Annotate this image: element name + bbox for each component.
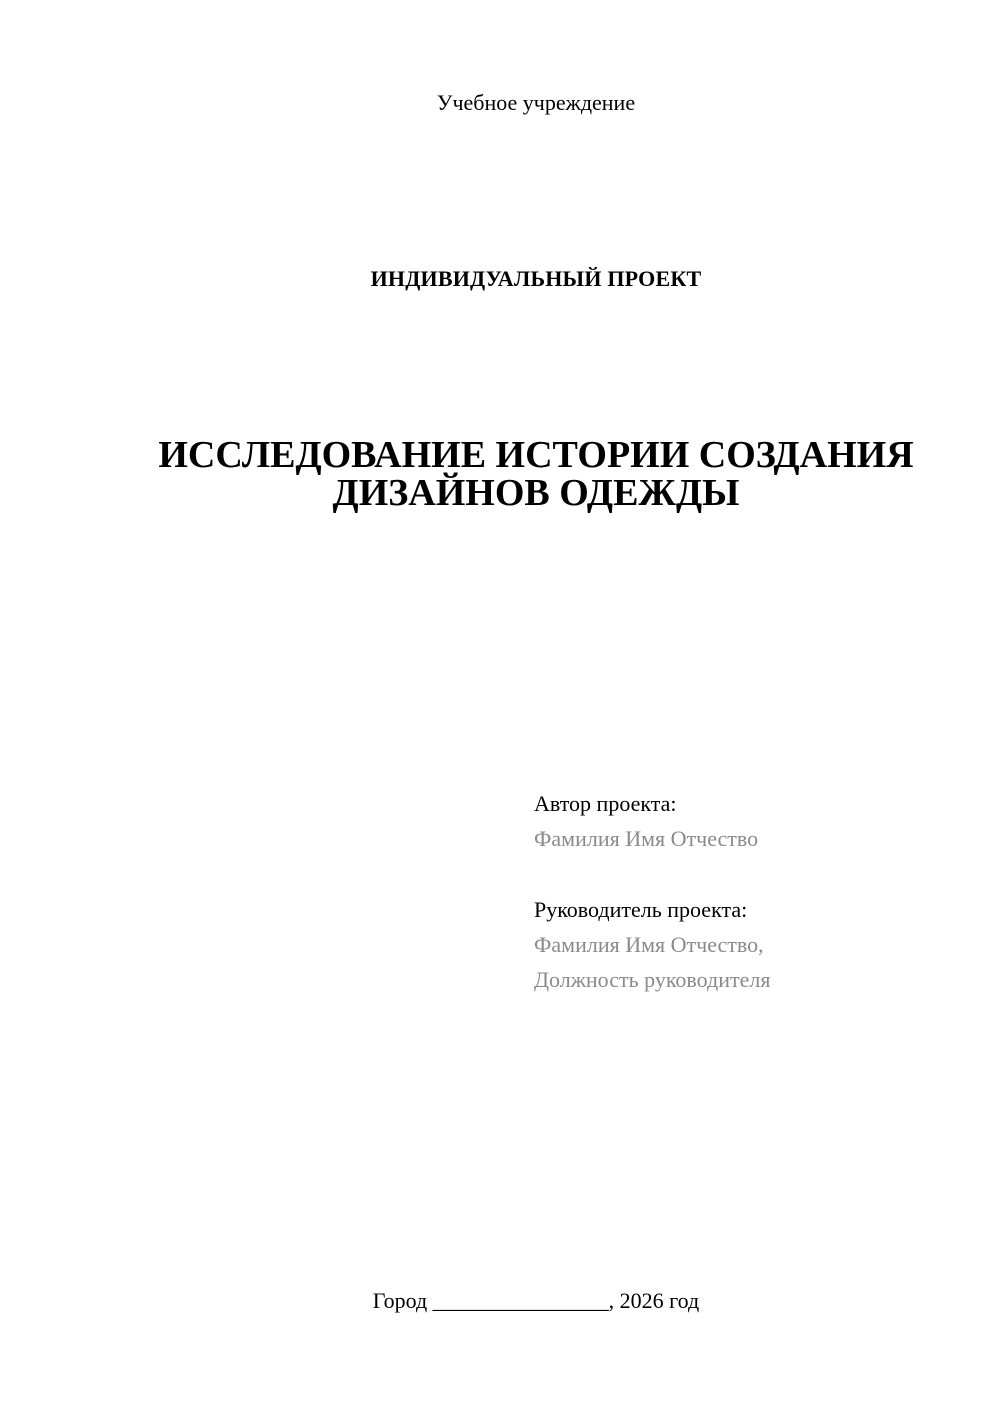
supervisor-position-placeholder: Должность руководителя [534, 967, 771, 992]
supervisor-block [534, 892, 770, 997]
city-year-line: Город ________________, 2026 год [372, 1288, 700, 1313]
author-block [534, 786, 758, 856]
project-title-line-2: ДИЗАЙНОВ ОДЕЖДЫ [332, 472, 740, 514]
author-label: Автор проекта: [534, 791, 677, 816]
supervisor-label: Руководитель проекта: [534, 897, 748, 922]
document-type: ИНДИВИДУАЛЬНЫЙ ПРОЕКТ [370, 266, 702, 291]
supervisor-name-placeholder: Фамилия Имя Отчество, [534, 932, 764, 957]
institution-name: Учебное учреждение [436, 90, 636, 115]
project-title-line-1: ИССЛЕДОВАНИЕ ИСТОРИИ СОЗДАНИЯ [158, 434, 914, 476]
project-title [120, 436, 952, 512]
author-name-placeholder: Фамилия Имя Отчество [534, 826, 759, 851]
